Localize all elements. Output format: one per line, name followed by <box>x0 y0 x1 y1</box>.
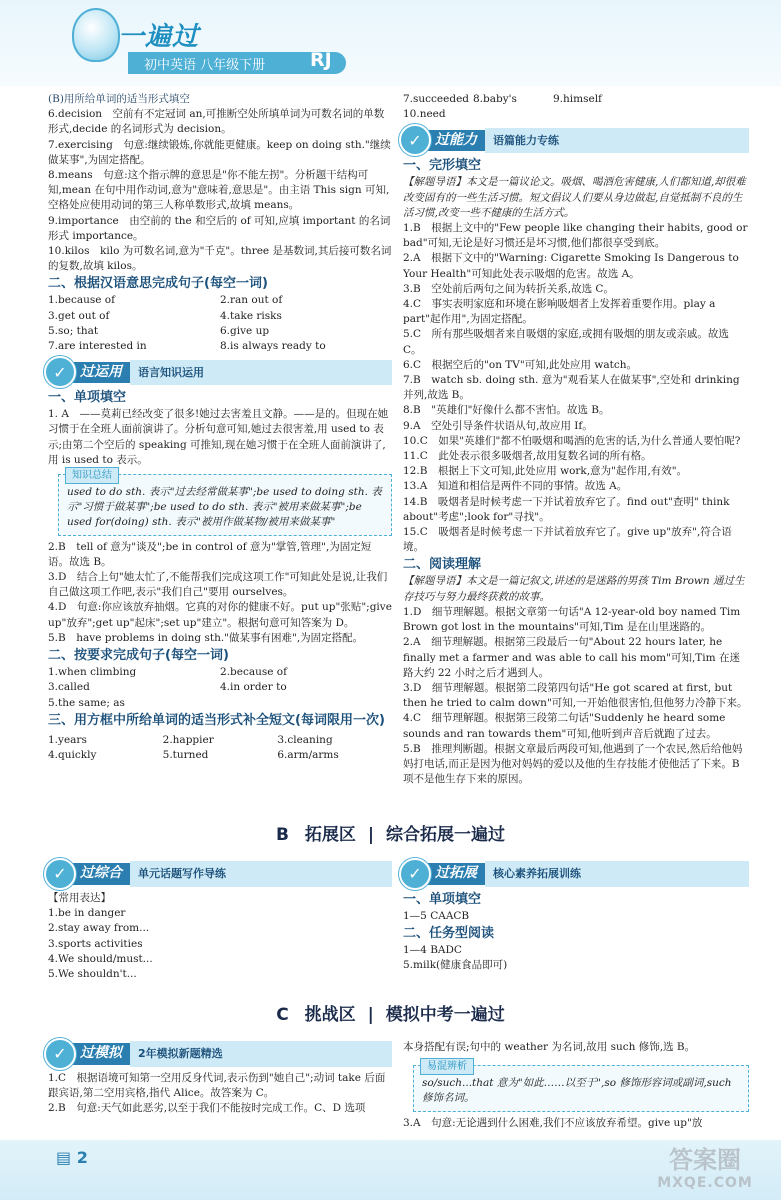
section-title: 一、单项填空 <box>48 390 127 406</box>
answer-item: 10.C 如果"英雄们"都不怕吸烟和喝酒的危害的话,为什么普通人要怕呢? <box>403 434 741 447</box>
banner-name: 过运用 <box>66 362 130 383</box>
section-title: 二、阅读理解 <box>403 557 482 573</box>
section-name: 挑战区 <box>304 1005 356 1025</box>
answer-item: 9.importance 由空前的 the 和空后的 of 可知,应填 important 的名词形式 importance。 <box>48 214 391 242</box>
knowledge-text: used to do sth. 表示"过去经常做某事";be used to doing sth. 表示"习惯于做某事";be used to do sth. 表示"被用来做某事";be used for(doing) sth. 表示"被用作做某物/被用来做某事" <box>67 486 382 529</box>
section-label: C <box>276 1005 289 1025</box>
watermark-line2: MXQE.COM <box>657 1175 753 1191</box>
knowledge-box <box>58 470 392 536</box>
answer-item: 6.arm/arms <box>277 748 339 761</box>
banner-name: 过综合 <box>66 863 130 884</box>
answer-item: 2.because of <box>220 666 288 679</box>
answer-item: 9.A 空处引导条件状语从句,故应用 If。 <box>403 419 593 432</box>
answer-item: 1.because of <box>48 294 116 307</box>
checkmark-icon: ✓ <box>44 356 76 388</box>
knowledge-tag: 知识总结 <box>65 467 119 484</box>
section-divider: | <box>367 1005 374 1025</box>
answer-item: 1.years <box>48 733 87 746</box>
answer-item: 8.B "英雄们"好像什么都不害怕。故选 B。 <box>403 404 610 417</box>
section-title: 一、单项填空 <box>403 892 482 907</box>
banner-desc: 核心素养拓展训练 <box>485 861 749 886</box>
answer-item: 3.sports activities <box>48 937 143 950</box>
banner-desc: 语言知识运用 <box>130 360 392 385</box>
answer-item: 1.C 根据语境可知第一空用反身代词,表示伤到"她自己";动词 take 后面跟宾语,第二空用宾格,指代 Alice。故答案为 C。 <box>48 1072 386 1100</box>
answer-item: 14.B 吸烟者是时候考虑一下并试着放弃它了。find out"查明" think about"考虑";look for"寻找"。 <box>403 495 730 523</box>
balloon-icon <box>72 8 120 62</box>
answer-item: 8.is always ready to <box>220 340 326 353</box>
confusion-box <box>413 1061 749 1111</box>
b-section-title: (B)用所给单词的适当形式填空 <box>48 93 190 105</box>
answer-item: 8.baby's <box>473 93 517 105</box>
answer-item: 3.get out of <box>48 309 110 322</box>
section-title: 二、任务型阅读 <box>403 926 495 942</box>
book-icon: ▤ <box>56 1148 77 1167</box>
answer-item: 4.C 细节理解题。根据第三段第二句话"Suddenly he heard some sounds and ran towards them"可知,他听到声音后就跑了过去。 <box>403 712 726 740</box>
intro-text: 【解题导语】本文是一篇记叙文,讲述的是迷路的男孩 Tim Brown 通过生存技巧与努力最终获救的故事。 <box>403 575 745 603</box>
section-title: 二、按要求完成句子(每空一词) <box>48 648 229 664</box>
checkmark-icon: ✓ <box>399 124 431 156</box>
brand-title: 一遍过 <box>118 22 200 52</box>
answer-item: 13.A 知道和相信是两件不同的事情。故选 A。 <box>403 480 628 493</box>
section-name: 拓展区 <box>304 825 356 845</box>
answer-item: 4.We should/must... <box>48 952 153 965</box>
answer-item: 7.exercising 句意:继续锻炼,你就能更健康。keep on doing sth."继续做某事",为固定搭配。 <box>48 138 391 166</box>
answer-item: 1.B 根据上文中的"Few people like changing their habits, good or bad"可知,无论是好习惯还是坏习惯,他们都很享受到底。 <box>403 222 748 250</box>
answer-item: 1.D 细节理解题。根据文章第一句话"A 12-year-old boy named Tim Brown got lost in the mountains"可知,Tim 是在山里迷路的。 <box>403 605 741 634</box>
section-label: B <box>276 825 289 845</box>
expressions-head: 【常用表达】 <box>48 892 111 904</box>
answer-item: 1.be in danger <box>48 907 126 920</box>
answer-item <box>220 696 392 711</box>
banner-desc: 语篇能力专练 <box>485 128 749 153</box>
section-title: 二、根据汉语意思完成句子(每空一词) <box>48 276 268 292</box>
answer-item: 6.give up <box>220 324 270 337</box>
answer-item: 7.are interested in <box>48 340 147 353</box>
answer-item: 3.B 空处前后两句之间为转折关系,故选 C。 <box>403 282 614 295</box>
answer-item: 2.B 句意:天气如此恶劣,以至于我们不能按时完成工作。C、D 选项 <box>48 1102 366 1115</box>
checkmark-icon: ✓ <box>44 858 76 890</box>
section-tagline: 模拟中考一遍过 <box>385 1005 505 1025</box>
banner-extension <box>399 860 749 888</box>
section-b-heading <box>0 820 781 845</box>
banner-ability <box>399 126 749 154</box>
answer-item: 2.stay away from... <box>48 922 150 935</box>
answer-item: 8.means 句意:这个指示牌的意思是"你不能左拐"。分析题干结构可知,mean 在句中用作动词,意为"意味着,意思是"。由主语 This sign 可知,空格处应使用动词的第三人称单数形式,故填 means。 <box>48 169 390 212</box>
answer-item: 4.take risks <box>220 309 282 322</box>
answer-item: 7.B watch sb. doing sth. 意为"观看某人在做某事",空处和 drinking 并列,故选 B。 <box>403 374 740 402</box>
answer-item: 3.D 细节理解题。根据第二段第四句话"He got scared at first, but then he tried to calm down"可知,一开始他很害怕,但他努力冷静下来。 <box>403 681 748 710</box>
answer-item: 3.D 结合上句"她太忙了,不能帮我们完成这项工作"可知此处是说,让我们自己做这项工作吧,表示"我们自己"要用 ourselves。 <box>48 571 388 599</box>
answer-item: 6.C 根据空后的"on TV"可知,此处应用 watch。 <box>403 358 638 371</box>
answer-item: 10.kilos kilo 为可数名词,意为"千克"。three 是基数词,其后接可数名词的复数,故填 kilos。 <box>48 245 392 273</box>
answer-item: 5.so; that <box>48 324 99 337</box>
answer-item: 4.C 事实表明家庭和环境在影响吸烟者上发挥着重要作用。play a part"起作用",为固定搭配。 <box>403 298 716 326</box>
section-tagline: 综合拓展一遍过 <box>385 825 505 845</box>
answer-item: 2.A 根据下文中的"Warning: Cigarette Smoking Is Dangerous to Your Health"可知此处表示吸烟的危害。故选 A。 <box>403 252 739 280</box>
answer-grid <box>48 665 392 711</box>
section-divider: | <box>367 825 375 845</box>
section-c-left <box>48 1036 392 1117</box>
banner-name: 过模拟 <box>66 1043 130 1064</box>
answer-item: 1. A ——莫莉已经改变了很多!她过去害羞且文静。——是的。但现在她习惯于在全班人面前演讲了。分析句意可知,她过去很害羞,用 used to 表示;由第二个空后的 speaking 可推知,现在她习惯于在全班人面前演讲了,用 is used to 表示。 <box>48 408 389 466</box>
right-column <box>403 92 749 787</box>
answer-grid <box>48 293 392 354</box>
answer-item: 4.quickly <box>48 748 97 761</box>
answer-item: 2.A 细节理解题。根据第三段最后一句"About 22 hours later, he finally met a farmer and was able to call his mom"可知,Tim 在迷路大约 22 小时之后才遇到人。 <box>403 636 740 679</box>
answer-item: 2.happier <box>162 733 214 746</box>
banner-desc: 单元话题写作导练 <box>130 861 392 886</box>
answer-item: 6.decision 空前有不定冠词 an,可推断空处所填单词为可数名词的单数形式,decide 的名词形式为 decision。 <box>48 108 385 136</box>
answer-item: 3.cleaning <box>277 733 333 746</box>
page-number <box>56 1148 88 1167</box>
confusion-tag: 易混辨析 <box>420 1058 474 1075</box>
checkmark-icon: ✓ <box>399 858 431 890</box>
watermark <box>640 1140 770 1191</box>
answer-item: 4.in order to <box>220 681 287 694</box>
section-c-right <box>403 1040 749 1131</box>
answer-item: 5.B have problems in doing sth."做某事有困难",为固定搭配。 <box>48 631 364 644</box>
left-column <box>48 92 392 763</box>
banner-simulation <box>44 1040 392 1068</box>
answer-item: 10.need <box>403 108 446 121</box>
answer-item: 5.C 所有那些吸烟者来自吸烟的家庭,或拥有吸烟的朋友或亲戚。故选 C。 <box>403 328 729 356</box>
answer-grid <box>403 92 749 107</box>
watermark-line1: 答案圈 <box>669 1146 741 1174</box>
banner-desc: 2年模拟新题精选 <box>130 1041 392 1066</box>
answer-item: 12.B 根据上下文可知,此处应用 work,意为"起作用,有效"。 <box>403 465 688 478</box>
page-header <box>0 0 781 86</box>
banner-apply <box>44 358 392 386</box>
banner-comprehensive <box>44 860 392 888</box>
answer-item: 5.We shouldn't... <box>48 968 137 981</box>
answer-item: 1—4 BADC <box>403 944 462 957</box>
answer-item: 1.when climbing <box>48 666 137 679</box>
answer-item: 本身搭配有误;句中的 weather 为名词,故用 such 修饰,选 B。 <box>403 1041 696 1053</box>
banner-name: 过能力 <box>421 130 485 151</box>
answer-item: 3.called <box>48 681 90 694</box>
confusion-text: so/such...that 意为"如此……以至于",so 修饰形容词或副词,such 修饰名词。 <box>422 1077 732 1105</box>
answer-item: 5.the same; as <box>48 696 125 709</box>
section-c-heading <box>0 1000 781 1025</box>
page-number-value: 2 <box>76 1148 88 1167</box>
banner-name: 过拓展 <box>421 863 485 884</box>
checkmark-icon: ✓ <box>44 1038 76 1070</box>
answer-item: 5.B 推理判断题。根据文章最后两段可知,他遇到了一个农民,然后给他妈妈打电话,而正是因为他对妈妈的爱以及他的生存技能才使他活了下来。B 项不是他生存下来的原因。 <box>403 742 743 786</box>
section-title: 三、用方框中所给单词的适当形式补全短文(每词限用一次) <box>48 712 385 728</box>
answer-item: 2.B tell of 意为"谈及";be in control of 意为"掌管,管理",为固定短语。故选 B。 <box>48 540 372 568</box>
section-b-left <box>48 856 392 982</box>
answer-item: 11.C 此处表示很多吸烟者,故用复数名词的所有格。 <box>403 450 652 463</box>
answer-item: 2.ran out of <box>220 294 283 307</box>
answer-item: 1—5 CAACB <box>403 910 470 922</box>
answer-item: 4.D 句意:你应该放弃抽烟。它真的对你的健康不好。put up"张贴";give up"放弃";get up"起床";set up"建立"。根据句意可知答案为 D。 <box>48 601 392 629</box>
brand-subtitle: 初中英语 八年级下册 <box>144 58 266 73</box>
answer-item: 3.A 句意:无论遇到什么困难,我们不应该放弃希望。give up"放 <box>403 1116 703 1129</box>
intro-text: 【解题导语】本文是一篇议论文。吸烟、喝酒危害健康,人们都知道,却很难改变固有的一些生活习惯。短文倡议人们要从身边做起,自觉抵制不良的生活习惯,改变一些不健康的生活方式。 <box>403 176 746 219</box>
edition-label: RJ <box>310 49 332 71</box>
section-title: 一、完形填空 <box>403 158 482 174</box>
answer-item: 15.C 吸烟者是时候考虑一下并试着放弃它了。give up"放弃",符合语境。 <box>403 526 732 554</box>
section-b-right <box>403 856 749 974</box>
answer-grid <box>48 733 392 763</box>
answer-item: 7.succeeded <box>403 93 470 105</box>
answer-item: 5.turned <box>162 748 209 761</box>
answer-item: 5.milk(健康食品即可) <box>403 959 508 972</box>
answer-item: 9.himself <box>553 93 602 105</box>
